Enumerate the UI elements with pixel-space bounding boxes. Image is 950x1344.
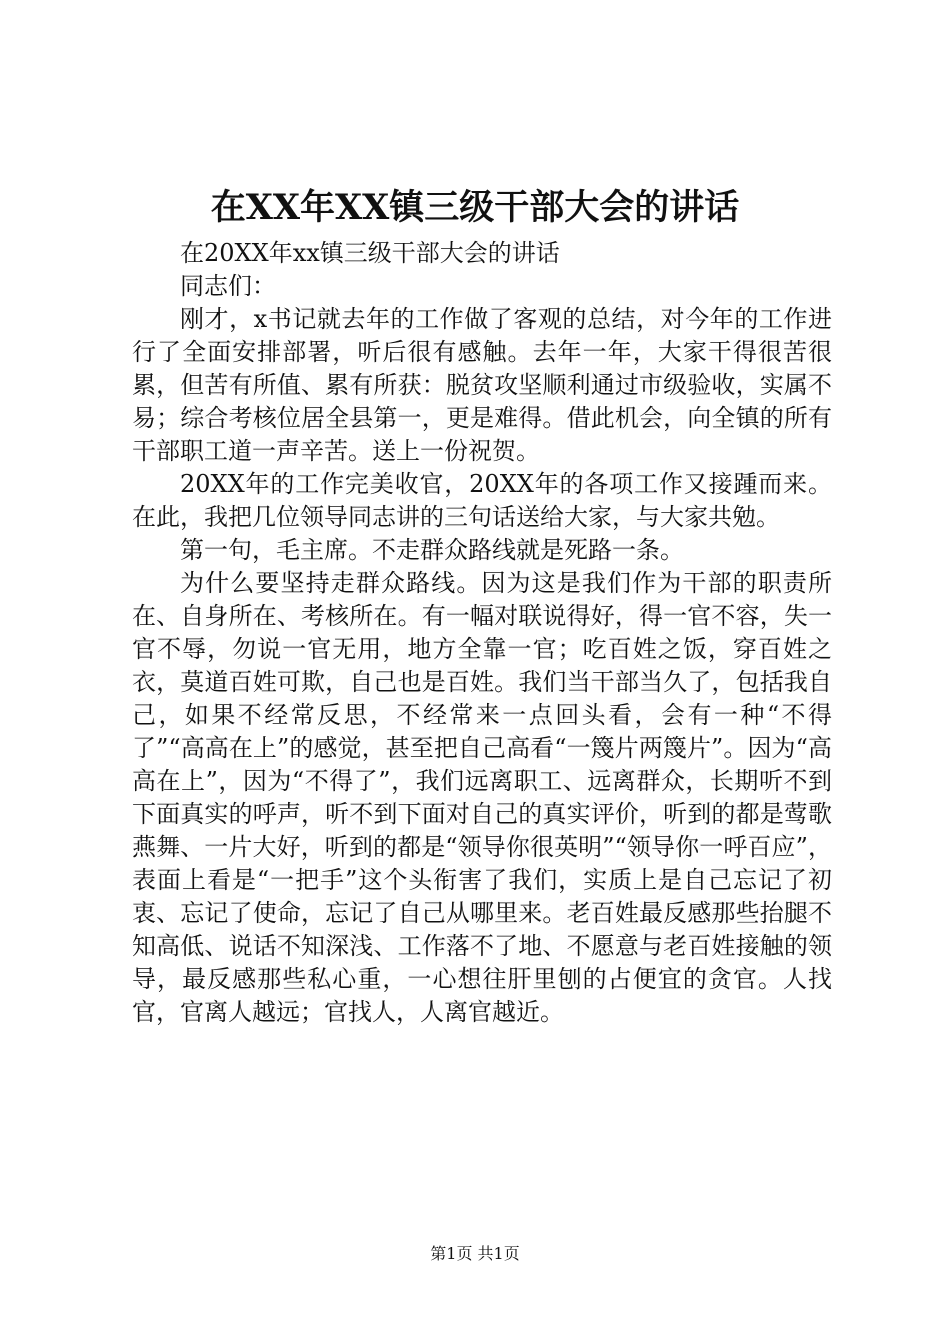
page-footer: 第1页 共1页 bbox=[430, 1244, 520, 1263]
body-paragraph: 为什么要坚持走群众路线。因为这是我们作为干部的职责所在、自身所在、考核所在。有一幅对联说得好，得一官不容，失一官不辱，勿说一官无用，地方全靠一官；吃百姓之饭，穿百姓之衣，莫道百姓可欺，自己也是百姓。我们当干部当久了，包括我自己，如果不经常反思，不经常来一点回头看，会有一种“不得了”“高高在上”的感觉，甚至把自己高看“一篾片两篾片”。因为“高高在上”，因为“不得了”，我们远离职工、远离群众，长期听不到下面真实的呼声，听不到下面对自己的真实评价，听到的都是莺歌燕舞、一片大好，听到的都是“领导你很英明”“领导你一呼百应”，表面上看是“一把手”这个头衔害了我们，实质上是自己忘记了初衷、忘记了使命，忘记了自己从哪里来。老百姓最反感那些抬腿不知高低、说话不知深浅、工作落不了地、不愿意与老百姓接触的领导，最反感那些私心重，一心想往肝里刨的占便宜的贪官。人找官，官离人越远；官找人，人离官越近。 bbox=[132, 569, 832, 1026]
body-paragraph: 第一句，毛主席。不走群众路线就是死路一条。 bbox=[180, 536, 684, 564]
document-body bbox=[132, 237, 832, 1029]
body-paragraph: 刚才，x书记就去年的工作做了客观的总结，对今年的工作进行了全面安排部署，听后很有感触。去年一年，大家干得很苦很累，但苦有所值、累有所获：脱贫攻坚顺利通过市级验收，实属不易；综合考核位居全县第一，更是难得。借此机会，向全镇的所有干部职工道一声辛苦。送上一份祝贺。 bbox=[132, 305, 832, 465]
body-paragraph: 在20XX年xx镇三级干部大会的讲话 bbox=[180, 239, 560, 267]
body-paragraph: 同志们： bbox=[180, 272, 276, 300]
document-title: 在XX年XX镇三级干部大会的讲话 bbox=[210, 187, 740, 228]
body-paragraph: 20XX年的工作完美收官，20XX年的各项工作又接踵而来。在此，我把几位领导同志讲的三句话送给大家，与大家共勉。 bbox=[132, 470, 832, 531]
